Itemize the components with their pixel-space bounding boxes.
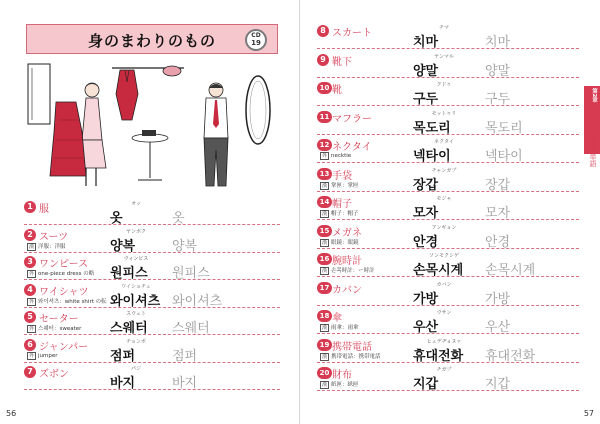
vocab-row [24,253,280,280]
pronunciation-reading: ウォンピス [123,256,149,262]
origin-tag: 漢 [322,268,328,274]
vocab-row [24,363,280,390]
pronunciation-reading: クドゥ [436,82,452,88]
korean-word-practice: 지갑 [485,377,511,392]
origin-tag: 外 [322,153,328,159]
korean-word: 안경 [413,234,439,250]
pronunciation-reading: ヤンボク [126,228,146,235]
korean-word-practice: 가방 [485,291,511,307]
item-number: 9 [317,54,329,66]
japanese-word: カバン [332,284,362,296]
cd-label: CD [251,32,261,39]
pronunciation-reading: オッ [131,201,141,207]
item-number: 11 [317,111,332,123]
woman-head [85,83,99,97]
japanese-word: 傘 [332,313,342,324]
word-origin-note [320,238,359,247]
red-dress [50,102,86,176]
japanese-word: ズボン [39,369,69,380]
word-origin-note [320,352,381,361]
korean-word: 원피스 [110,266,148,281]
japanese-word: スカート [332,28,372,39]
korean-word-practice: 모자 [485,206,511,221]
korean-word-practice: 와이셔츠 [172,293,223,309]
korean-word: 모자 [413,206,439,221]
origin-tag: 外 [29,352,35,359]
pronunciation-reading: ヒュデヂョヌァ [426,338,462,345]
vocab-row [24,198,280,225]
origin-tag: 外 [29,326,35,332]
korean-word-practice: 스웨터 [172,321,210,336]
vocab-row [317,165,579,192]
origin-text: 掌匣：掌匣 [331,182,359,189]
japanese-word: 服 [39,204,49,215]
japanese-word: 靴 [332,85,342,96]
korean-word-practice: 안경 [485,234,511,250]
vocab-row [317,250,579,277]
pronunciation-reading: モットゥリ [431,110,457,117]
vocab-row [317,193,579,220]
cd-track-icon [245,29,267,51]
korean-word: 손목시계 [413,263,464,278]
item-number: 19 [317,339,332,351]
item-number: 13 [317,168,332,180]
item-number: 5 [24,311,36,323]
word-origin-note [320,209,359,218]
origin-text: 紙匣：紙匣 [331,382,359,388]
wall-frame [28,64,50,124]
origin-text: 와이셔츠：white shirt の転 [38,298,107,305]
pronunciation-reading: チガプ [436,367,452,373]
japanese-word: マフラー [332,113,372,125]
pronunciation-reading: チマ [438,25,449,31]
origin-tag: 漢 [322,211,328,217]
item-number: 6 [24,339,36,351]
japanese-word: セーター [39,314,79,325]
pronunciation-reading: アンギョン [431,224,457,231]
korean-word: 와이셔츠 [110,293,161,309]
origin-text: 帽子：帽子 [331,211,359,217]
origin-tag: 外 [29,271,35,277]
man-trousers [204,138,228,186]
vocab-row [24,336,280,363]
page-number: 56 [6,409,17,418]
word-origin-note [320,380,359,389]
vocab-row [317,22,579,49]
korean-word-practice: 휴대전화 [485,348,536,364]
korean-word-practice: 우산 [485,320,511,335]
item-number: 8 [317,25,329,37]
japanese-word: ワイシャツ [39,286,89,298]
origin-text: necktie [331,153,352,159]
origin-tag: 漢 [29,243,35,250]
item-number: 15 [317,225,332,237]
shoes-on-table [142,130,156,136]
pronunciation-reading: チョンポ [126,338,146,345]
pronunciation-reading: ワイショチュ [121,283,151,290]
item-number: 10 [317,82,332,94]
vocab-row [317,136,579,163]
origin-text: 스웨터：sweater [38,326,82,332]
chapter-title: 基本の単語 [589,132,597,167]
korean-word-practice: 목도리 [485,120,523,136]
item-number: 1 [24,201,36,213]
mirror [246,76,270,144]
korean-word: 양말 [413,63,439,79]
item-number: 20 [317,367,332,379]
vocab-row [317,51,579,78]
pronunciation-reading: チャンガプ [431,167,457,174]
origin-text: 손목時計：ー時計 [331,268,375,274]
item-number: 14 [317,196,332,208]
vocab-row [317,336,579,363]
page-number: 57 [583,409,594,418]
origin-text: one-piece dress の略 [38,271,95,277]
word-origin-note [27,352,58,360]
korean-word-practice: 원피스 [172,266,210,281]
korean-word-practice: 점퍼 [172,348,198,364]
korean-word-practice: 치마 [485,35,511,50]
vocab-row [24,308,280,335]
hat [163,66,181,76]
pronunciation-reading: ウサン [436,310,452,316]
pronunciation-reading: カバン [436,281,452,288]
korean-word: 지갑 [413,377,439,392]
vocab-row [317,108,579,135]
origin-text: jumper [38,352,58,359]
vocab-row [317,364,579,391]
korean-word: 구두 [413,92,439,107]
korean-word: 휴대전화 [413,348,464,364]
korean-word: 목도리 [413,120,451,136]
korean-word-practice: 장갑 [485,177,511,193]
korean-word: 옷 [110,211,123,226]
korean-word: 양복 [110,238,136,254]
pronunciation-reading: パジ [130,366,141,372]
japanese-word: スーツ [39,231,69,243]
origin-text: 洋服：洋服 [38,243,66,250]
origin-tag: 外 [29,298,35,305]
korean-word: 우산 [413,320,439,335]
vocab-row [317,222,579,249]
korean-word: 스웨터 [110,321,148,336]
japanese-word: 手袋 [332,170,352,182]
origin-tag: 漢 [322,353,328,360]
origin-text: 携帯電話：携帯電話 [331,353,381,360]
item-number: 7 [24,366,36,378]
word-origin-note [27,324,81,333]
clothing-illustration [26,60,278,192]
vocab-row [24,226,280,253]
woman-body [82,98,102,140]
item-number: 16 [317,253,332,265]
korean-word-practice: 손목시계 [485,263,536,278]
korean-word: 가방 [413,291,439,307]
word-origin-note [320,181,359,190]
korean-word: 점퍼 [110,348,136,364]
origin-text: 雨傘：雨傘 [331,325,359,331]
cd-track-number: 19 [251,39,261,47]
right-page [301,0,600,424]
item-number: 12 [317,139,332,151]
item-number: 17 [317,282,332,294]
origin-tag: 漢 [322,239,328,246]
origin-tag: 漢 [322,325,328,331]
pronunciation-reading: スウェト [126,311,146,317]
item-number: 4 [24,284,36,296]
word-origin-note [27,242,66,251]
japanese-word: ジャンパー [39,341,89,353]
word-origin-note [320,323,359,332]
origin-text: 眼鏡：眼鏡 [331,239,359,246]
word-origin-note [320,152,351,160]
vocab-row [317,79,579,106]
chapter-label: 第2章 [591,88,597,103]
korean-word-practice: 양복 [172,238,198,254]
origin-tag: 漢 [322,182,328,189]
vocab-row [317,279,579,306]
word-origin-note [320,266,375,275]
item-number: 2 [24,229,36,241]
section-banner [26,24,278,54]
word-origin-note [27,269,94,278]
vocab-row [317,307,579,334]
word-origin-note [27,297,107,306]
japanese-word: ネクタイ [332,142,372,153]
korean-word-practice: 옷 [172,211,185,226]
origin-tag: 漢 [322,382,328,388]
japanese-word: メガネ [332,227,362,239]
item-number: 18 [317,310,332,322]
korean-word-practice: 양말 [485,63,511,79]
korean-word: 치마 [413,35,439,50]
hanging-jacket [116,70,138,120]
japanese-word: 帽子 [332,199,352,210]
section-title: 身のまわりのもの [87,32,216,50]
japanese-word: 財布 [332,370,352,381]
japanese-word: ワンピース [39,259,89,270]
pronunciation-reading: ソンモクシゲ [429,253,459,259]
korean-word-practice: 바지 [172,376,198,391]
japanese-word: 靴下 [332,56,352,68]
pronunciation-reading: モジャ [436,196,452,202]
japanese-word: 腕時計 [332,256,362,267]
korean-word: 장갑 [413,177,439,193]
vocab-row [24,281,280,308]
korean-word: 바지 [110,376,136,391]
korean-word-practice: 넥타이 [485,149,523,164]
korean-word-practice: 구두 [485,92,511,107]
pronunciation-reading: ネクタイ [434,139,454,145]
japanese-word: 携帯電話 [332,341,372,353]
item-number: 3 [24,256,36,268]
korean-word: 넥타이 [413,149,451,164]
pronunciation-reading: ヤンマル [434,53,454,60]
